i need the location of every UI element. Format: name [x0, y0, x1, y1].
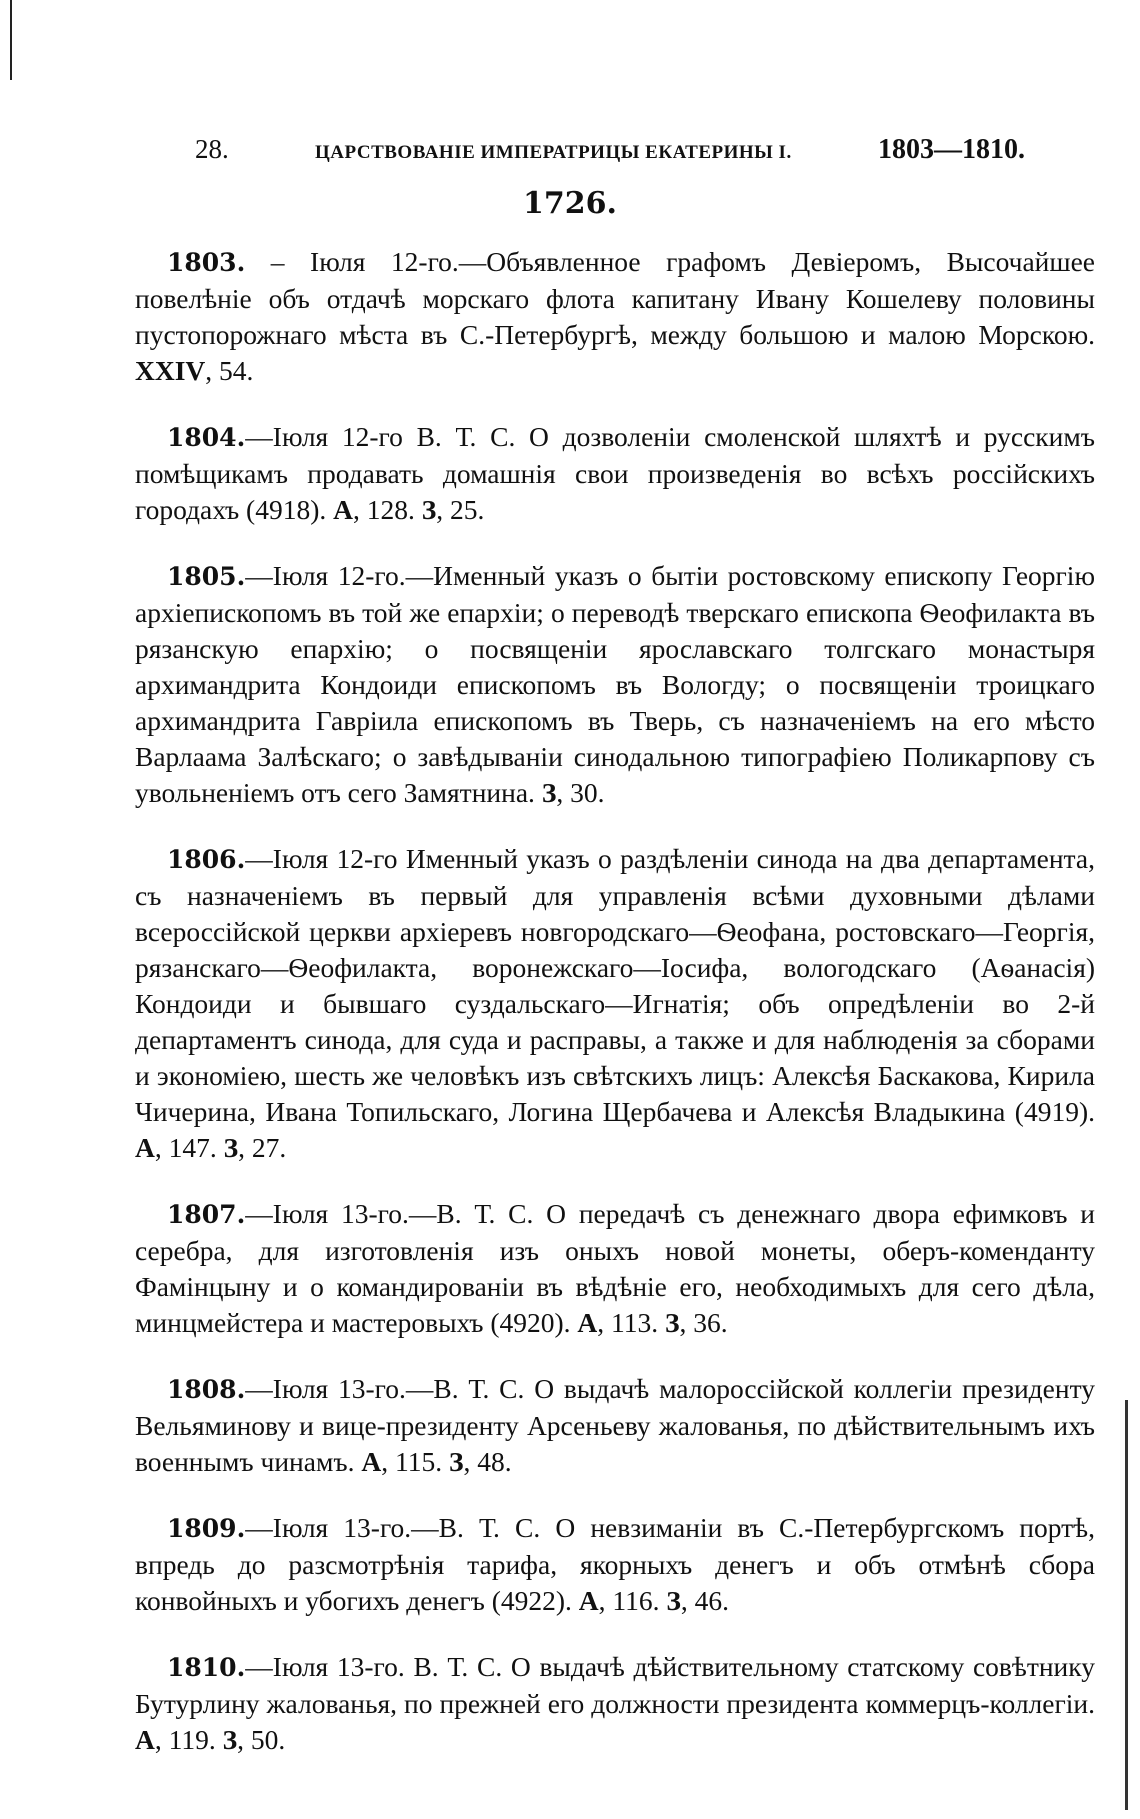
entry-1809: [135, 1510, 1095, 1619]
entry-text: —Іюля 13-го.—В. Т. С. О передачѣ съ денежнаго двора ефимковъ и серебра, для изготовленія изъ оныхъ новой монеты, оберъ-коменданту Фамінцыну и о командированіи въ вѣдѣніе его, необходимыхъ для сего дѣла, минцмейстера и мастеровыхъ (4920).: [135, 1198, 1095, 1338]
entry-text: —Іюля 12-го Именный указъ о раздѣленіи синода на два департамента, съ назначеніемъ въ первый для управленія всѣми духовными дѣлами всероссійской церкви архіеревъ новгородскаго—Ѳеофана, ростовскаго—Георгія, рязанскаго—Ѳеофилакта, воронежскаго—Іосифа, вологодскаго (Аѳанасія) Кондоиди и бывшаго суздальскаго—Игнатія; объ опредѣленіи во 2-й департаментъ синода, для суда и расправы, а также и для наблюденія за сборами и экономіею, шесть же человѣкъ изъ свѣтскихъ лицъ: Алексѣя Баскакова, Кирила Чичерина, Ивана Топильскаго, Логина Щербачева и Алексѣя Владыкина (4919).: [135, 843, 1095, 1127]
ref-a-page: , 113.: [597, 1307, 666, 1338]
ref-a-label: А: [577, 1307, 598, 1338]
entry-number: 1809.: [167, 1514, 246, 1543]
entry-number: 1807.: [167, 1200, 246, 1229]
entry-number: 1808.: [167, 1375, 246, 1404]
entry-text: —Іюля 12-го В. Т. С. О дозволеніи смоленской шляхтѣ и русскимъ помѣщикамъ продавать домашнія свои произведенія во всѣхъ россійскихъ городахъ (4918).: [135, 421, 1095, 525]
year-heading: 1726.: [523, 186, 617, 221]
entry-text: —Іюля 12-го.—Именный указъ о бытіи ростовскому епископу Георгію архіепископомъ въ той же епархіи; о переводѣ тверскаго епископа Ѳеофилакта въ рязанскую епархію; о посвященіи ярославскаго толгскаго монастыря архимандрита Кондоиди епископомъ въ Вологду; о посвященіи троицкаго архимандрита Гавріила епископомъ въ Тверь, съ назначеніемъ на его мѣсто Варлаама Залѣскаго; о завѣдываніи синодальною типографіею Поликарпову съ увольненіемъ отъ сего Замятнина.: [135, 560, 1095, 808]
entry-1806: [135, 841, 1095, 1166]
ref-z-label: З: [223, 1132, 239, 1163]
ref-a-page: , 147.: [154, 1132, 224, 1163]
ref-a-label: А: [135, 1132, 155, 1163]
entries-list: [135, 244, 1095, 1788]
ref-z-page: , 25.: [436, 494, 485, 525]
entry-1808: [135, 1371, 1095, 1480]
ref-a-label: А: [135, 1724, 155, 1755]
entry-text: —Іюля 13-го.—В. Т. С. О выдачѣ малороссійской коллегіи президенту Вельяминову и вице-президенту Арсеньеву жалованья, по дѣйствительнымъ ихъ военнымъ чинамъ.: [135, 1373, 1095, 1477]
ref-z-label: З: [541, 777, 557, 808]
ref-z-label: З: [665, 1307, 680, 1338]
entry-number: 1805.: [167, 562, 246, 591]
running-title: ЦАРСТВОВАНІЕ ИМПЕРАТРИЦЫ ЕКАТЕРИНЫ I.: [315, 142, 792, 163]
entry-1810: [135, 1649, 1095, 1758]
ref-z-label: З: [448, 1446, 464, 1477]
entry-1803: [135, 244, 1095, 389]
entry-text: —Іюля 13-го. В. Т. С. О выдачѣ дѣйствительному статскому совѣтнику Бутурлину жалованья, по прежней его должности президента коммерцъ-коллегіи.: [135, 1651, 1095, 1719]
ref-a-page: , 128.: [353, 494, 422, 525]
ref-z-label: З: [222, 1724, 238, 1755]
ref-a-label: А: [361, 1446, 382, 1477]
ref-z-page: , 50.: [237, 1724, 286, 1755]
entry-text: – Іюля 12-го.—Объявленное графомъ Девіеромъ, Высочайшее повелѣніе объ отдачѣ морскаго флота капитану Ивану Кошелеву половины пустопорожнаго мѣста въ С.-Петербургѣ, между большою и малою Морскою.: [135, 246, 1095, 350]
ref-a-page: , 116.: [598, 1585, 667, 1616]
entry-number: 1804.: [167, 423, 246, 452]
entry-number: 1803.: [167, 248, 246, 277]
ref-z-page: , 36.: [679, 1307, 728, 1338]
entry-1807: [135, 1196, 1095, 1341]
entry-text: —Іюля 13-го.—В. Т. С. О невзиманіи въ С.-Петербургскомъ портѣ, впредь до разсмотрѣнія тарифа, якорныхъ денегъ и объ отмѣнѣ сбора конвойныхъ и убогихъ денегъ (4922).: [135, 1512, 1095, 1616]
entry-number: 1806.: [167, 845, 246, 874]
ref-a-page: , 115.: [381, 1446, 449, 1477]
ref-z-label: З: [421, 494, 437, 525]
page-edge-line: [10, 0, 12, 80]
ref-page: , 54.: [205, 355, 254, 386]
ref-z-page: , 30.: [556, 777, 605, 808]
running-year-range: 1803—1810.: [877, 134, 1025, 165]
ref-z-page: , 48.: [463, 1446, 512, 1477]
entry-1805: [135, 558, 1095, 811]
ref-z-page: , 46.: [680, 1585, 730, 1616]
ref-z-page: , 27.: [238, 1132, 287, 1163]
ref-a-page: , 119.: [154, 1724, 223, 1755]
page-number: 28.: [195, 134, 229, 164]
entry-1804: [135, 419, 1095, 528]
ref-volume: XXIV: [135, 355, 206, 386]
page-right-edge: [1125, 1400, 1128, 1810]
ref-z-label: З: [666, 1585, 681, 1616]
ref-a-label: А: [333, 494, 353, 525]
entry-number: 1810.: [167, 1653, 246, 1682]
ref-a-label: А: [578, 1585, 599, 1616]
running-header: [195, 134, 1025, 174]
